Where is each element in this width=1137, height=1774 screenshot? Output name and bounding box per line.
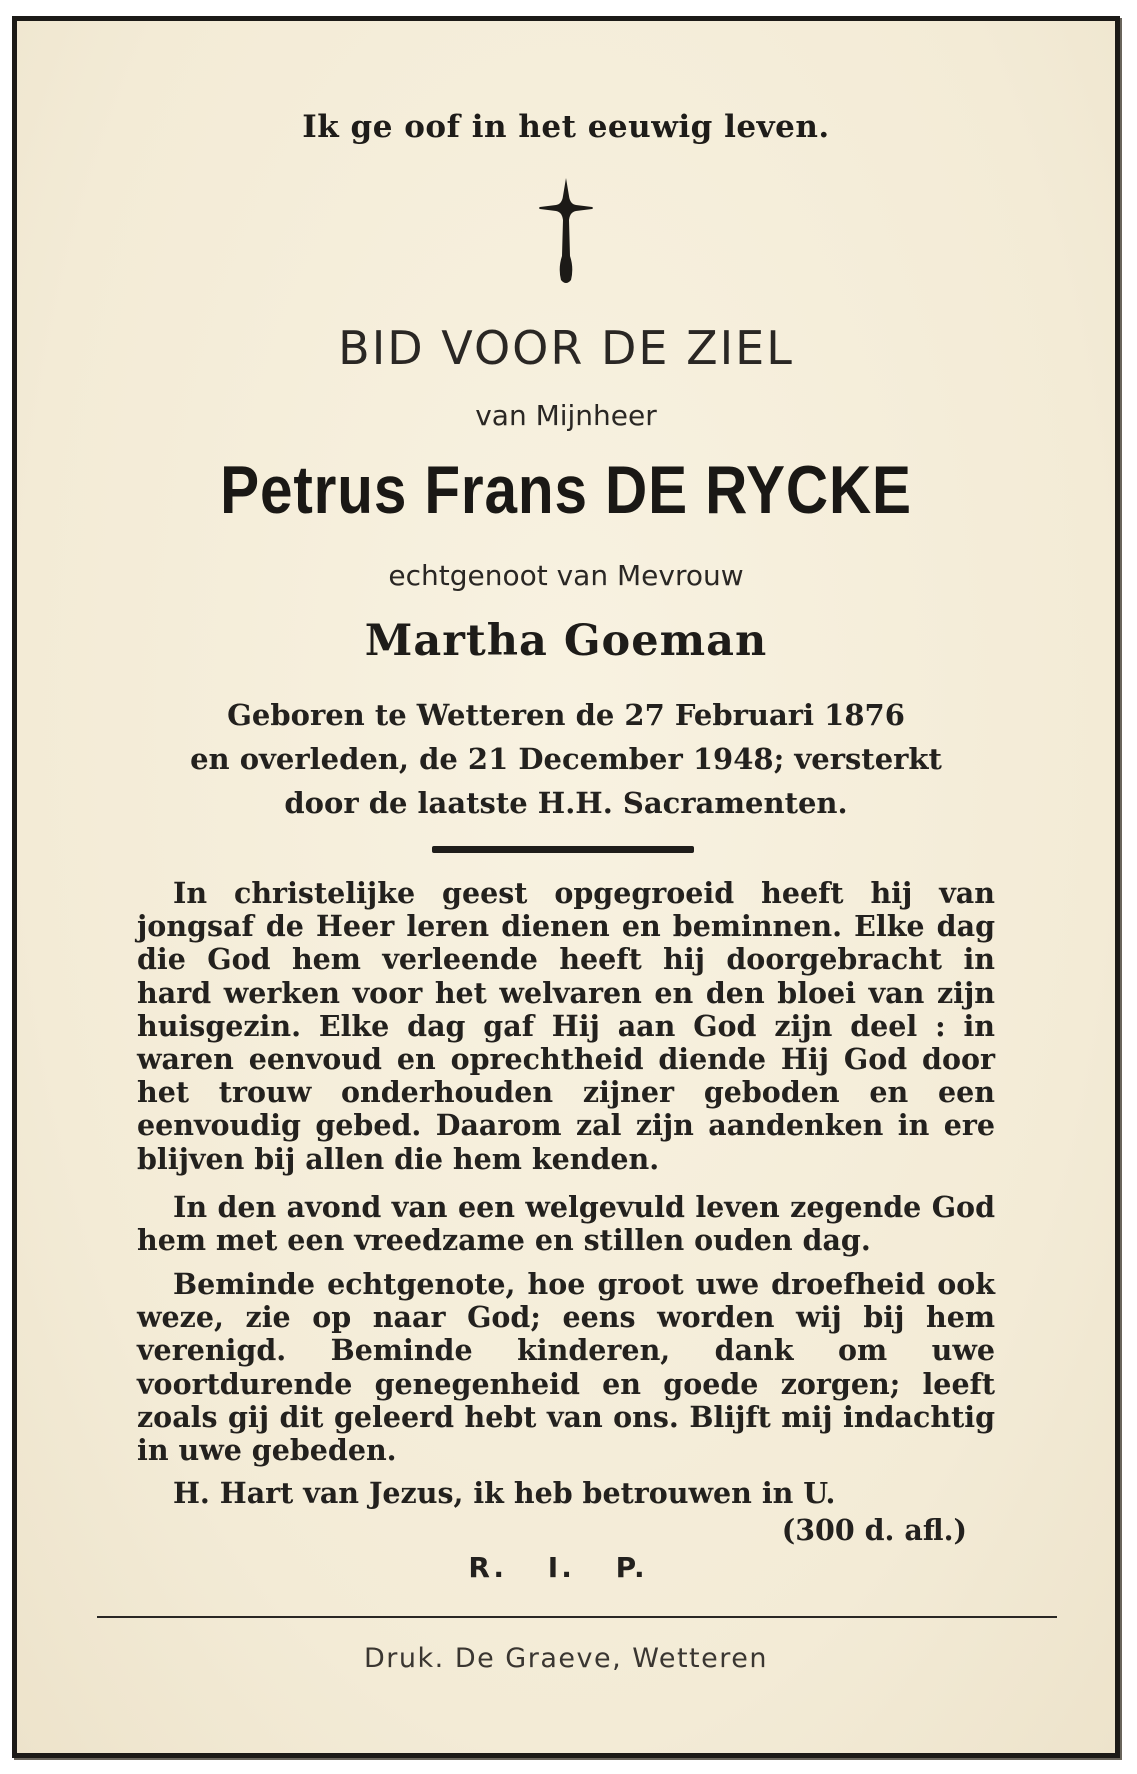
deceased-name: Petrus Frans DE RYCKE [220, 452, 912, 528]
spouse-name: Martha Goeman [364, 616, 768, 666]
spouse-line: echtgenoot van Mevrouw [388, 559, 744, 592]
heading: BID VOOR DE ZIEL [338, 321, 794, 375]
dates-line: door de laatste H.H. Sacramenten. [284, 786, 848, 820]
printer-credit: Druk. De Graeve, Wetteren [364, 1643, 768, 1674]
prayer-line: H. Hart van Jezus, ik heb betrouwen in U. [173, 1476, 836, 1510]
paragraph-tribute: In christelijke geest opgegroeid heeft hij van jongsaf de Heer leren dienen en beminnen. Elke dag die God hem verleende heeft hij doorgebracht in hard werken voor het welvaren en den bloei van zijn huisgezin. Elke dag gaf Hij aan God zijn deel : in waren eenvoud en oprechtheid diende Hij God door het trouw onderhouden zijner geboden en een eenvoudig gebed. Daarom zal zijn aandenken in ere blijven bij allen die hem kenden. [137, 876, 995, 1176]
card-paper [17, 21, 1115, 1753]
dates-line: en overleden, de 21 December 1948; versterkt [190, 742, 942, 776]
memorial-card [12, 16, 1120, 1758]
dates-line: Geboren te Wetteren de 27 Februari 1876 [227, 698, 905, 732]
bottom-rule [97, 1616, 1057, 1618]
indulgence: (300 d. afl.) [781, 1513, 967, 1547]
cross-icon [536, 176, 596, 286]
rip: R. I. P. [468, 1551, 648, 1584]
van-line: van Mijnheer [475, 399, 657, 432]
paragraph-family: Beminde echtgenote, hoe groot uwe droefheid ook weze, zie op naar God; eens worden wij bij hem verenigd. Beminde kinderen, dank om uwe voortdurende genegenheid en goede zorgen; leeft zoals gij dit geleerd hebt van ons. Blijft mij indachtig in uwe gebeden. [137, 1267, 995, 1468]
dates-block [17, 693, 1115, 825]
paragraph-old-age: In den avond van een welgevuld leven zegende God hem met een vreedzame en stillen ouden dag. [137, 1190, 995, 1258]
motto: Ik ge oof in het eeuwig leven. [302, 109, 830, 145]
divider-rule [432, 846, 694, 853]
